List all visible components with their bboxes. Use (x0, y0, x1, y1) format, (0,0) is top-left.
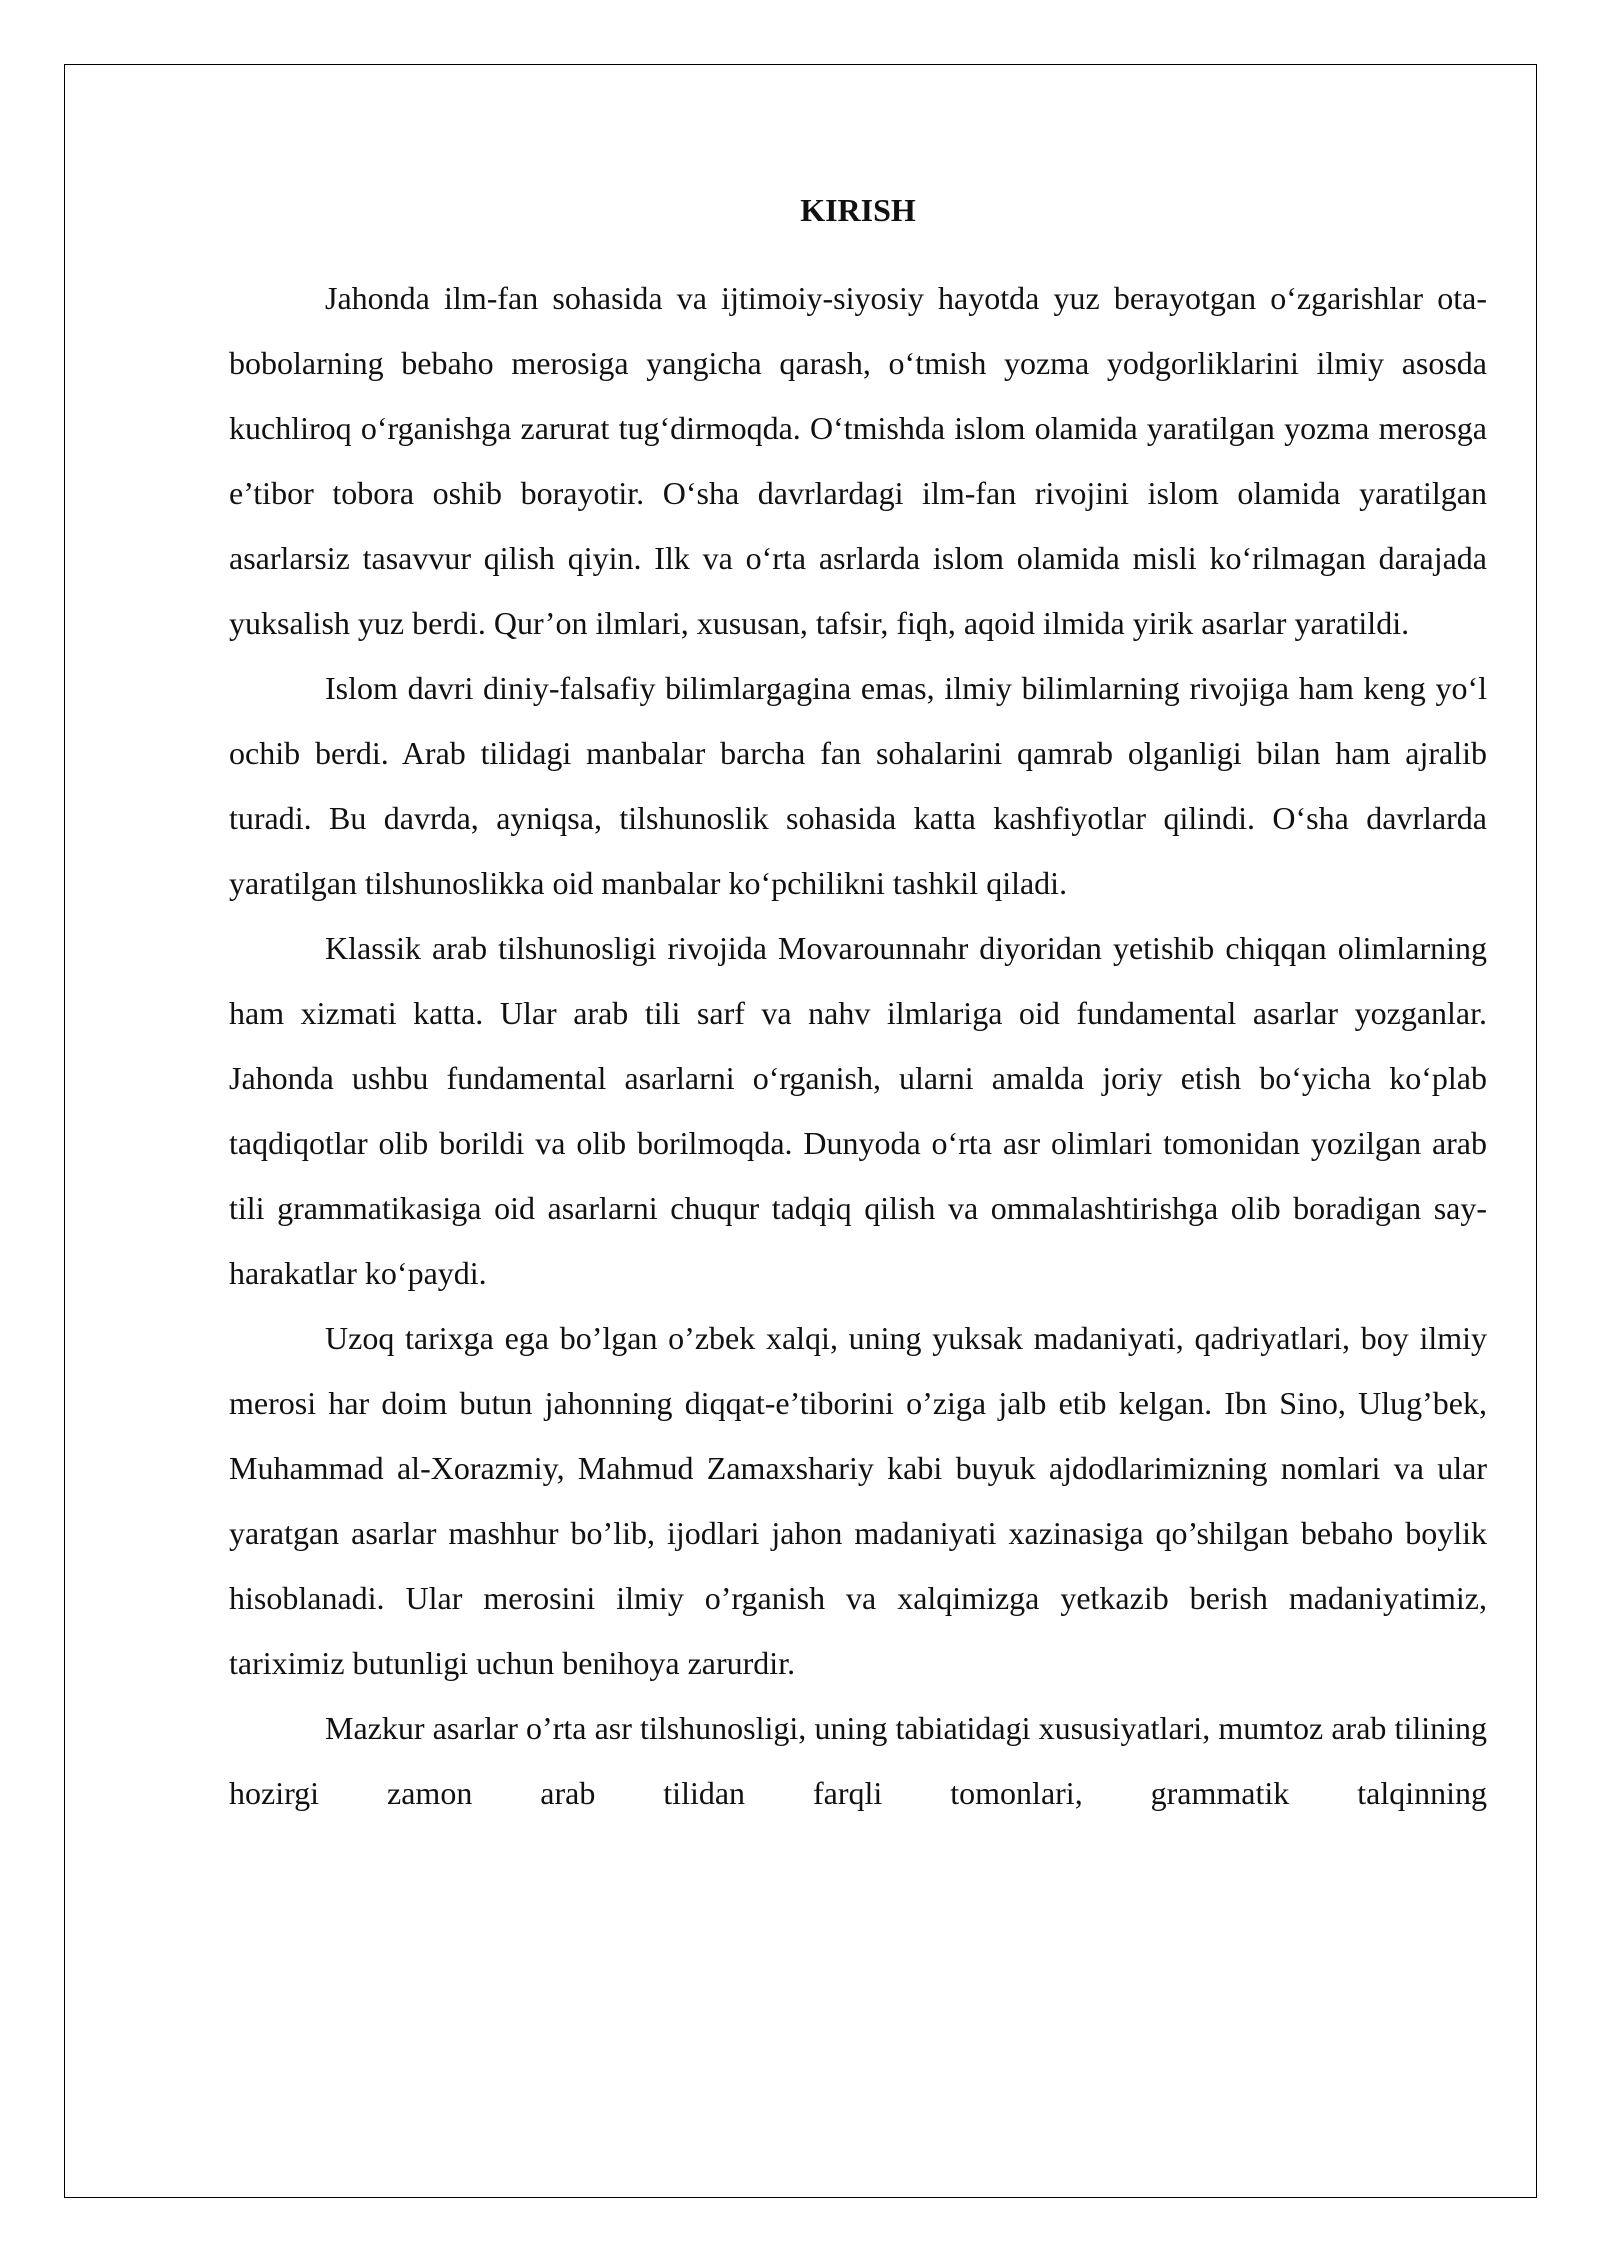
section-heading: KIRISH (800, 192, 916, 228)
document-body (229, 180, 1487, 1826)
paragraph-4: Uzoq tarixga ega bo’lgan o’zbek xalqi, uning yuksak madaniyati, qadriyatlari, boy ilmiy merosi har doim butun jahonning diqqat-e’tiborini o’ziga jalb etib kelgan. Ibn Sino, Ulug’bek, Muhammad al-Xorazmiy, Mahmud Zamaxshariy kabi buyuk ajdodlarimizning nomlari va ular yaratgan asarlar mashhur bo’lib, ijodlari jahon madaniyati xazinasiga qo’shilgan bebaho boylik hisoblanadi. Ular merosini ilmiy o’rganish va xalqimizga yetkazib berish madaniyatimiz, tariximiz butunligi uchun benihoya zarurdir. (229, 1320, 1487, 1681)
paragraph-3: Klassik arab tilshunosligi rivojida Movarounnahr diyoridan yetishib chiqqan olimlarning ham xizmati katta. Ular arab tili sarf va nahv ilmlariga oid fundamental asarlar yozganlar. Jahonda ushbu fundamental asarlarni o‘rganish, ularni amalda joriy etish bo‘yicha ko‘plab taqdiqotlar olib borildi va olib borilmoqda. Dunyoda o‘rta asr olimlari tomonidan yozilgan arab tili grammatikasiga oid asarlarni chuqur tadqiq qilish va ommalashtirishga olib boradigan say-harakatlar ko‘paydi. (229, 930, 1487, 1291)
paragraph-5: Mazkur asarlar o’rta asr tilshunosligi, uning tabiatidagi xususiyatlari, mumtoz arab tilining hozirgi zamon arab tilidan farqli tomonlari, grammatik talqinning (229, 1710, 1487, 1811)
paragraph-2: Islom davri diniy-falsafiy bilimlargagina emas, ilmiy bilimlarning rivojiga ham keng yo‘l ochib berdi. Arab tilidagi manbalar barcha fan sohalarini qamrab olganligi bilan ham ajralib turadi. Bu davrda, ayniqsa, tilshunoslik sohasida katta kashfiyotlar qilindi. O‘sha davrlarda yaratilgan tilshunoslikka oid manbalar ko‘pchilikni tashkil qiladi. (229, 670, 1487, 901)
paragraph-1: Jahonda ilm-fan sohasida va ijtimoiy-siyosiy hayotda yuz berayotgan o‘zgarishlar ota-bobolarning bebaho merosiga yangicha qarash, o‘tmish yozma yodgorliklarini ilmiy asosda kuchliroq o‘rganishga zarurat tug‘dirmoqda. O‘tmishda islom olamida yaratilgan yozma merosga e’tibor tobora oshib borayotir. O‘sha davrlardagi ilm-fan rivojini islom olamida yaratilgan asarlarsiz tasavvur qilish qiyin. Ilk va o‘rta asrlarda islom olamida misli ko‘rilmagan darajada yuksalish yuz berdi. Qur’on ilmlari, xususan, tafsir, fiqh, aqoid ilmida yirik asarlar yaratildi. (229, 280, 1487, 641)
